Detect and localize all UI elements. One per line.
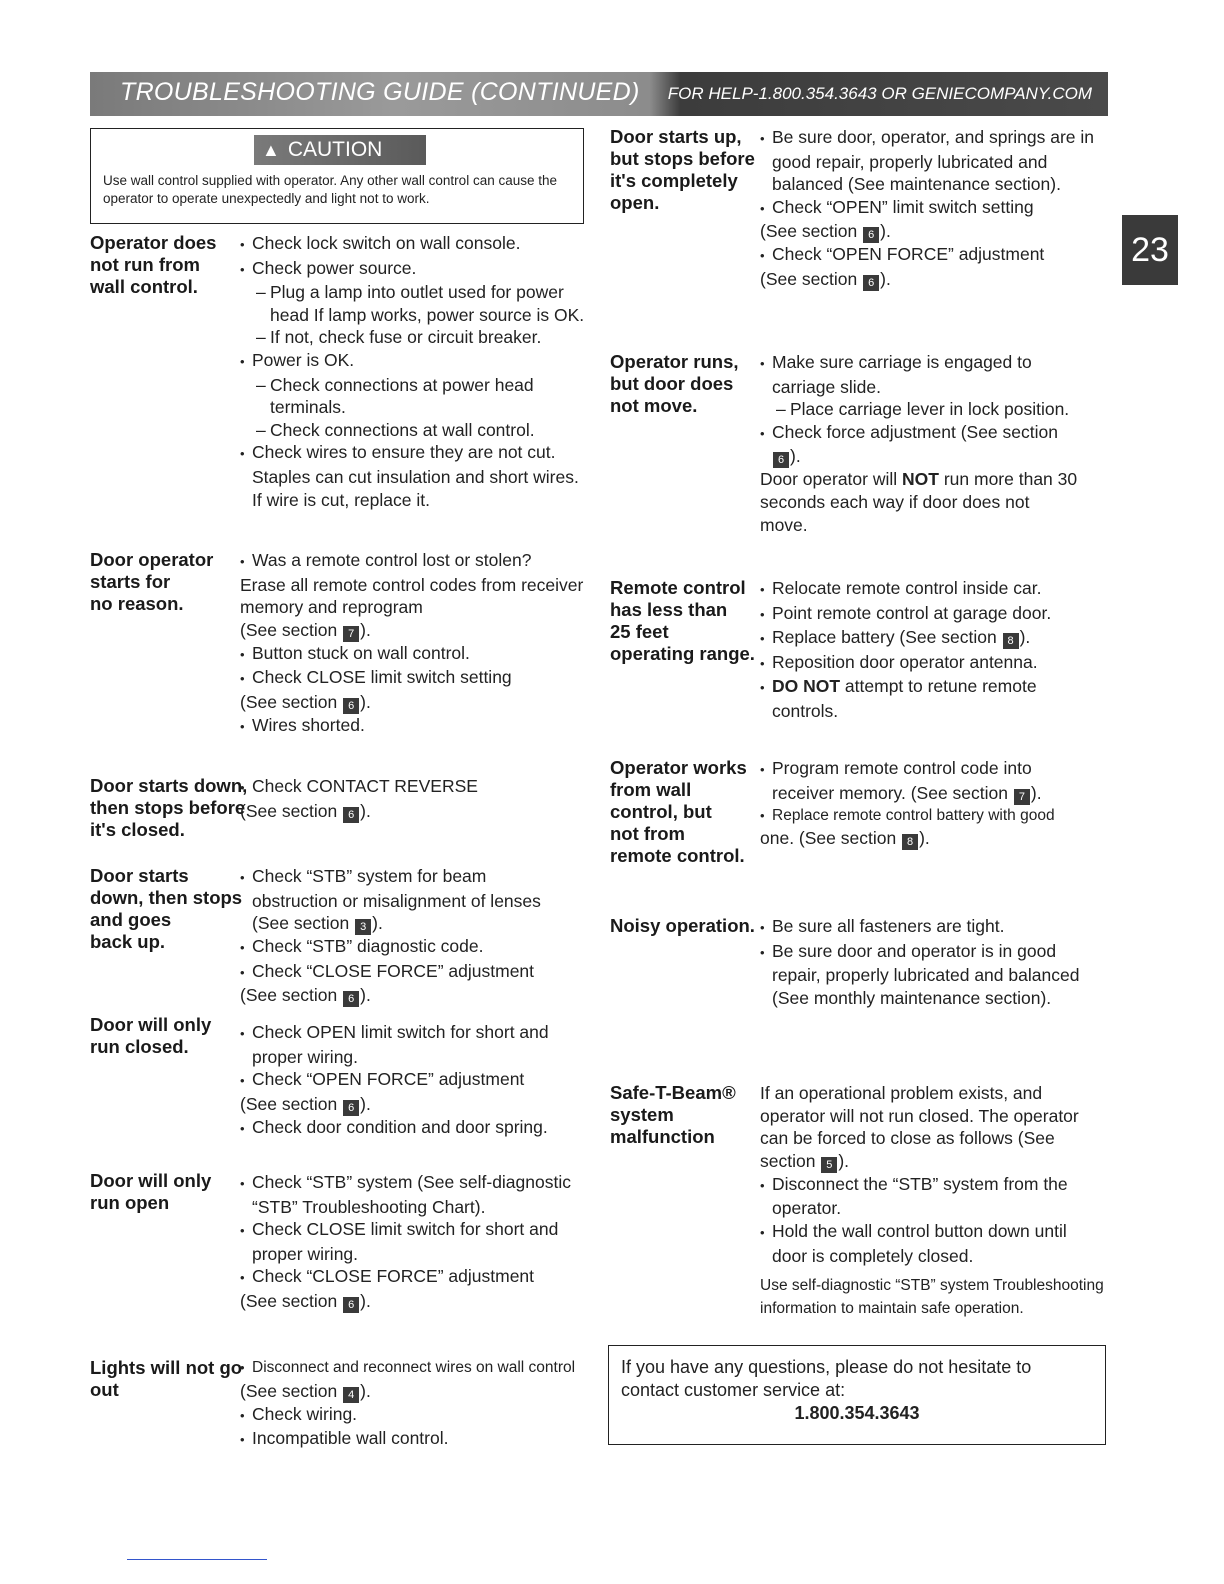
page-title: TROUBLESHOOTING GUIDE (CONTINUED) [120, 78, 640, 106]
section-title: Operator works from wall control, but not from remote control. [610, 757, 747, 866]
emphasis: DO NOT [772, 676, 841, 697]
header-banner [90, 72, 1108, 116]
section-number-badge: 4 [343, 1387, 359, 1403]
list-item: • Check “STB” system for beam obstruction or misalignment of lenses (See section 3 ). [240, 865, 575, 935]
list-item: • Check OPEN limit switch for short and proper wiring. [240, 1021, 585, 1068]
contact-box [608, 1345, 1106, 1445]
section-items [760, 1082, 1105, 1320]
list-item: • Be sure door and operator is in good repair, properly lubricated and balanced (See monthly maintenance section). [760, 940, 1105, 1010]
contact-phone: 1.800.354.3643 [794, 1403, 920, 1423]
section-title: Noisy operation. [610, 915, 755, 936]
list-item: • Was a remote control lost or stolen? [240, 549, 585, 574]
list-item: • Check “STB” diagnostic code. [240, 935, 575, 960]
list-item: (See section 6 ). [240, 1290, 371, 1311]
sub-item: – Place carriage lever in lock position. [760, 398, 1080, 421]
list-item: (See section 6 ). [760, 221, 891, 242]
list-item: • Hold the wall control button down until door is completely closed. [760, 1220, 1105, 1267]
section-number-badge: 5 [821, 1157, 837, 1173]
list-item: • Check wiring. [240, 1403, 585, 1428]
list-item: • Check door condition and door spring. [240, 1116, 585, 1141]
list-item: (See section 6 ). [240, 800, 371, 821]
contact-text: If you have any questions, please do not hesitate to contact customer service at: [621, 1357, 1032, 1400]
list-item: • Point remote control at garage door. [760, 602, 1105, 627]
sub-item: – Check connections at wall control. [240, 419, 585, 442]
section-items [240, 1021, 585, 1140]
list-item: If an operational problem exists, and operator will not run closed. The operator can be forced to close as follows (See section 5 ). [760, 1083, 1079, 1171]
list-item: • Disconnect the “STB” system from the operator. [760, 1173, 1105, 1220]
section-items [240, 865, 575, 1007]
list-item: • Check wires to ensure they are not cut. Staples can cut insulation and short wires. If wire is cut, replace it. [240, 441, 585, 511]
list-item: • Wires shorted. [240, 714, 585, 739]
list-item: • DO NOT attempt to retune remote controls. [760, 675, 1105, 722]
section-title: Door will only run closed. [90, 1014, 212, 1057]
section-items [240, 1171, 585, 1313]
section-number-badge: 6 [863, 275, 879, 291]
section-title: Lights will not go out [90, 1357, 243, 1400]
warning-triangle-icon: ▲ [262, 140, 280, 160]
list-item: • Relocate remote control inside car. [760, 577, 1105, 602]
caution-label: ▲ CAUTION [254, 135, 426, 165]
section-items [760, 915, 1105, 1009]
section-number-badge: 7 [1014, 789, 1030, 805]
footer-rule [127, 1559, 267, 1560]
list-item: • Check CONTACT REVERSE [240, 775, 585, 800]
section-items [240, 232, 585, 511]
section-items [760, 126, 1105, 291]
list-item: (See section 4 ). [240, 1380, 371, 1401]
section-items [240, 549, 585, 739]
section-title: Safe-T-Beam® system malfunction [610, 1082, 736, 1147]
list-item: • Make sure carriage is engaged to carriage slide. [760, 351, 1080, 398]
sub-item: – Plug a lamp into outlet used for power head If lamp works, power source is OK. [240, 281, 585, 326]
list-item: (See section 6 ). [760, 268, 891, 289]
list-item: (See section 6 ). [240, 1093, 371, 1114]
section-number-badge: 8 [902, 834, 918, 850]
list-item: • Check “CLOSE FORCE” adjustment [240, 960, 575, 985]
section-title: Door operator starts for no reason. [90, 549, 214, 614]
section-number-badge: 8 [1003, 633, 1019, 649]
list-item: • Check CLOSE limit switch for short and proper wiring. [240, 1218, 585, 1265]
list-item: one. (See section 8 ). [760, 828, 930, 849]
list-item: • Reposition door operator antenna. [760, 651, 1105, 676]
section-number-badge: 6 [343, 1297, 359, 1313]
section-title: Remote control has less than 25 feet operating range. [610, 577, 755, 664]
section-number-badge: 6 [863, 227, 879, 243]
section-number-badge: 6 [343, 807, 359, 823]
section-title: Door starts up, but stops before it's completely open. [610, 126, 755, 213]
list-item: • Check lock switch on wall console. [240, 232, 585, 257]
list-item: • Button stuck on wall control. [240, 642, 585, 667]
section-number-badge: 3 [355, 919, 371, 935]
section-title: Operator runs, but door does not move. [610, 351, 739, 416]
section-title: Door starts down, then stops and goes back up. [90, 865, 243, 952]
list-item: • Incompatible wall control. [240, 1427, 585, 1452]
list-item: • Program remote control code into receiver memory. (See section 7 ). [760, 757, 1060, 805]
section-items [760, 577, 1105, 723]
list-item: • Be sure all fasteners are tight. [760, 915, 1105, 940]
help-line: FOR HELP-1.800.354.3643 OR GENIECOMPANY.COM [667, 84, 1092, 103]
section-number-badge: 6 [343, 1100, 359, 1116]
section-items [760, 351, 1080, 536]
caution-box [90, 128, 584, 224]
list-item: Use self-diagnostic “STB” system Troubleshooting information to maintain safe operation. [760, 1277, 1104, 1317]
section-items [240, 1357, 585, 1452]
caution-text: Use wall control supplied with operator. Any other wall control can cause the operator to operate unexpectedly and light not to work. [103, 173, 557, 206]
section-title: Door will only run open [90, 1170, 212, 1213]
sub-item: – Check connections at power head terminals. [240, 374, 585, 419]
list-item: Erase all remote control codes from receiver memory and reprogram [240, 574, 584, 618]
list-item: • Power is OK. [240, 349, 585, 374]
section-title: Door starts down, then stops before it's closed. [90, 775, 248, 840]
list-item: • Check “CLOSE FORCE” adjustment [240, 1265, 585, 1290]
list-item: • Check “OPEN” limit switch setting [760, 196, 1105, 221]
list-item: • Disconnect and reconnect wires on wall control [240, 1357, 585, 1380]
section-items [760, 757, 1060, 850]
list-item: (See section 7 ). [240, 619, 371, 640]
list-item: (See section 6 ). [240, 691, 371, 712]
emphasis: NOT [902, 469, 939, 490]
list-item: • Check “OPEN FORCE” adjustment [240, 1068, 585, 1093]
list-item: • Check CLOSE limit switch setting [240, 666, 585, 691]
section-number-badge: 6 [343, 698, 359, 714]
list-item: • Check “OPEN FORCE” adjustment [760, 243, 1105, 268]
list-item: • Be sure door, operator, and springs are in good repair, properly lubricated and balanced (See maintenance section). [760, 126, 1105, 196]
page-number-tab: 23 [1122, 215, 1178, 285]
list-item: • Check power source. [240, 257, 585, 282]
section-number-badge: 6 [773, 452, 789, 468]
section-items [240, 775, 585, 823]
list-item: (See section 6 ). [240, 985, 371, 1006]
list-item: Door operator will NOT run more than 30 seconds each way if door does not move. [760, 469, 1078, 535]
list-item: • Check “STB” system (See self-diagnostic “STB” Troubleshooting Chart). [240, 1171, 585, 1218]
list-item: • Replace remote control battery with good [760, 805, 1060, 828]
list-item: • Check force adjustment (See section 6 ). [760, 421, 1080, 469]
section-number-badge: 6 [343, 991, 359, 1007]
sub-item: – If not, check fuse or circuit breaker. [240, 326, 585, 349]
section-number-badge: 7 [343, 626, 359, 642]
section-title: Operator does not run from wall control. [90, 232, 217, 297]
list-item: • Replace battery (See section 8 ). [760, 626, 1105, 651]
